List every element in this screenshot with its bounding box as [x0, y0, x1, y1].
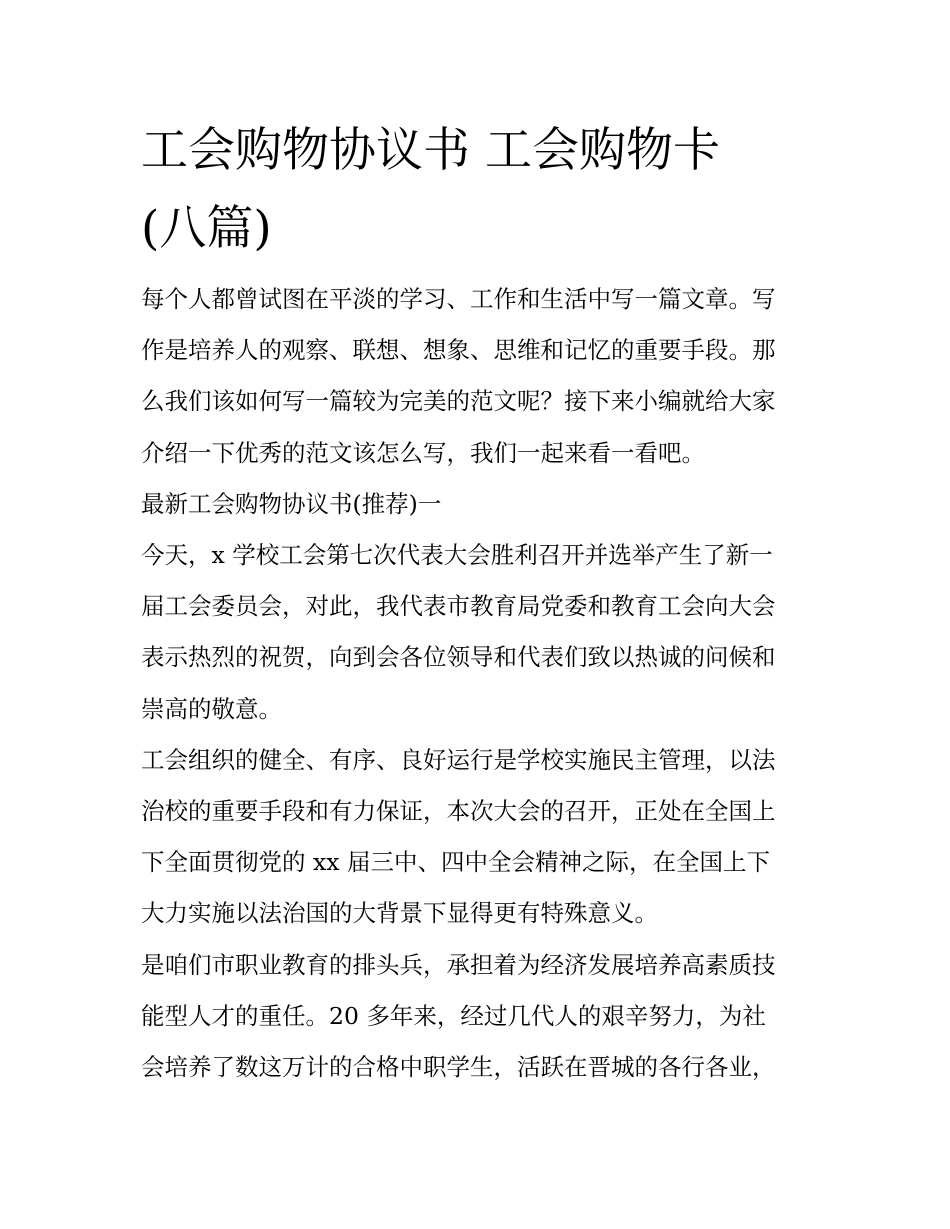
body-paragraph — [141, 735, 813, 940]
text-line: 今天，x 学校工会第七次代表大会胜利召开并选举产生了新一 — [141, 541, 773, 570]
text-line: 每个人都曾试图在平淡的学习、工作和生活中写一篇文章。写 — [141, 285, 776, 313]
text-line: 工会组织的健全、有序、良好运行是学校实施民主管理，以法 — [141, 745, 776, 774]
text-line: 届工会委员会，对此，我代表市教育局党委和教育工会向大会 — [141, 592, 776, 621]
text-line: 治校的重要手段和有力保证，本次大会的召开，正处在全国上 — [141, 797, 776, 826]
text-line: 作是培养人的观察、联想、想象、思维和记忆的重要手段。那 — [141, 336, 776, 365]
text-line: 是咱们市职业教育的排头兵，承担着为经济发展培养高素质技 — [141, 950, 776, 979]
document-body — [141, 112, 813, 1093]
document-title — [141, 112, 813, 268]
text-line: 崇高的敬意。 — [141, 694, 282, 723]
title-line-2: (八篇) — [141, 201, 272, 256]
text-line: 能型人才的重任。20 多年来，经过几代人的艰辛努力，为社 — [141, 1001, 766, 1030]
section-heading — [141, 479, 813, 530]
intro-paragraph — [141, 274, 813, 479]
title-line-1: 工会购物协议书 工会购物卡 — [141, 123, 720, 178]
text-line: 最新工会购物协议书(推荐)一 — [141, 489, 442, 518]
text-line: 大力实施以法治国的大背景下显得更有特殊意义。 — [141, 899, 658, 928]
body-paragraph — [141, 530, 813, 735]
text-line: 表示热烈的祝贺，向到会各位领导和代表们致以热诚的问候和 — [141, 643, 776, 672]
text-line: 会培养了数这万计的合格中职学生，活跃在晋城的各行各业， — [141, 1053, 776, 1082]
text-line: 下全面贯彻党的 xx 届三中、四中全会精神之际，在全国上下 — [141, 848, 770, 877]
text-line: 介绍一下优秀的范文该怎么写，我们一起来看一看吧。 — [141, 438, 705, 467]
text-line: 么我们该如何写一篇较为完美的范文呢？接下来小编就给大家 — [141, 387, 776, 416]
body-paragraph — [141, 940, 813, 1094]
